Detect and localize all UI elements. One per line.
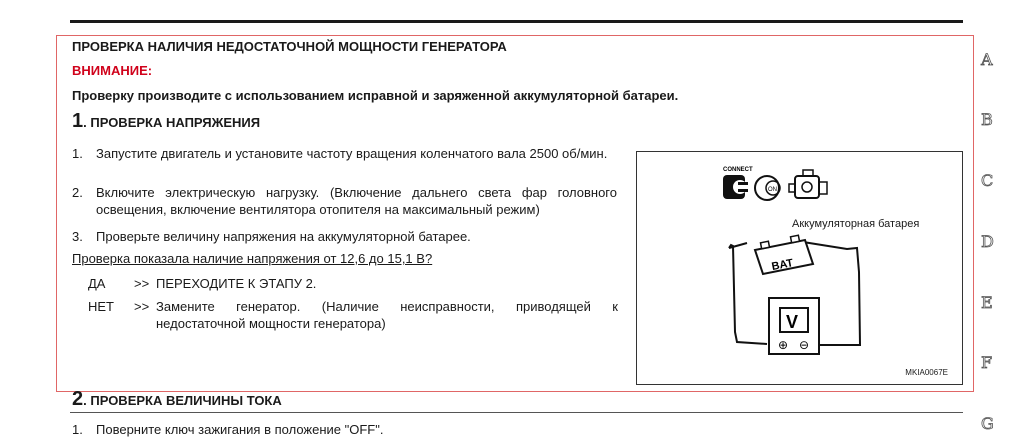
figure-caption: Аккумуляторная батарея bbox=[792, 218, 920, 230]
answer-no bbox=[88, 298, 618, 332]
margin-letter-d: D bbox=[981, 232, 994, 251]
step-text: Проверьте величину напряжения на аккумуляторной батарее. bbox=[96, 229, 471, 244]
answer-yes bbox=[88, 275, 618, 292]
section-2-title: . ПРОВЕРКА ВЕЛИЧИНЫ ТОКА bbox=[83, 393, 282, 408]
figure-code: MKIA0067E bbox=[905, 368, 948, 377]
step-number: 3. bbox=[72, 229, 83, 244]
connect-label: CONNECT bbox=[723, 167, 753, 173]
warning-label: ВНИМАНИЕ: bbox=[72, 63, 153, 78]
step-text: Включите электрическую нагрузку. (Включение дальнего света фар головного освещения, включение вентилятора отопителя на максимальный режим) bbox=[96, 185, 617, 217]
top-rule bbox=[70, 20, 963, 23]
section-2-heading bbox=[72, 388, 282, 411]
step-text: Запустите двигатель и установите частоту вращения коленчатого вала 2500 об/мин. bbox=[96, 146, 608, 161]
battery-icon bbox=[755, 235, 813, 274]
plus-terminal: ⊕ bbox=[778, 338, 789, 352]
step-number: 2. bbox=[72, 185, 83, 200]
section-2-number: 2 bbox=[72, 388, 84, 410]
step-1 bbox=[72, 145, 617, 162]
step-number: 1. bbox=[72, 146, 83, 161]
ignition-key-icon bbox=[755, 176, 780, 200]
margin-letter-a: A bbox=[981, 50, 993, 69]
warning-text: Проверку производите с использованием исправной и заряженной аккумуляторной батареи. bbox=[72, 88, 679, 103]
answer-text: ПЕРЕХОДИТЕ К ЭТАПУ 2. bbox=[156, 276, 317, 291]
step-text: Поверните ключ зажигания в положение "OFF". bbox=[96, 422, 384, 437]
voltmeter-icon bbox=[769, 298, 819, 354]
margin-letter-c: C bbox=[981, 171, 994, 190]
battery-label: BAT bbox=[770, 257, 795, 274]
step-2 bbox=[72, 184, 617, 218]
answer-arrow: >> bbox=[134, 299, 150, 314]
step-number: 1. bbox=[72, 422, 83, 437]
connect-icon bbox=[723, 167, 753, 199]
section-2-step-1 bbox=[72, 422, 383, 437]
answer-key: НЕТ bbox=[88, 299, 114, 314]
answer-key: ДА bbox=[88, 276, 106, 291]
answer-arrow: >> bbox=[134, 276, 150, 291]
bottom-rule bbox=[70, 412, 963, 413]
margin-letter-f: F bbox=[981, 353, 993, 372]
meter-label: V bbox=[786, 312, 799, 332]
step-3 bbox=[72, 228, 617, 245]
section-1-number: 1 bbox=[72, 110, 84, 132]
check-question: Проверка показала наличие напряжения от 12,6 до 15,1 В? bbox=[72, 251, 433, 266]
section-1-heading bbox=[72, 110, 260, 133]
figure-drawing bbox=[637, 152, 962, 384]
page-title: ПРОВЕРКА НАЛИЧИЯ НЕДОСТАТОЧНОЙ МОЩНОСТИ ГЕНЕРАТОРА bbox=[72, 39, 507, 54]
margin-letter-b: B bbox=[981, 110, 993, 129]
on-label: ON bbox=[768, 187, 777, 193]
margin-letter-g: G bbox=[981, 414, 994, 433]
margin-letter-e: E bbox=[981, 293, 993, 312]
battery-voltage-figure bbox=[636, 151, 963, 385]
minus-terminal: ⊖ bbox=[799, 338, 810, 352]
engine-icon bbox=[789, 170, 827, 198]
answer-text: Замените генератор. (Наличие неисправности, приводящей к недостаточной мощности генератора) bbox=[156, 299, 618, 331]
section-1-title: . ПРОВЕРКА НАПРЯЖЕНИЯ bbox=[83, 115, 261, 130]
